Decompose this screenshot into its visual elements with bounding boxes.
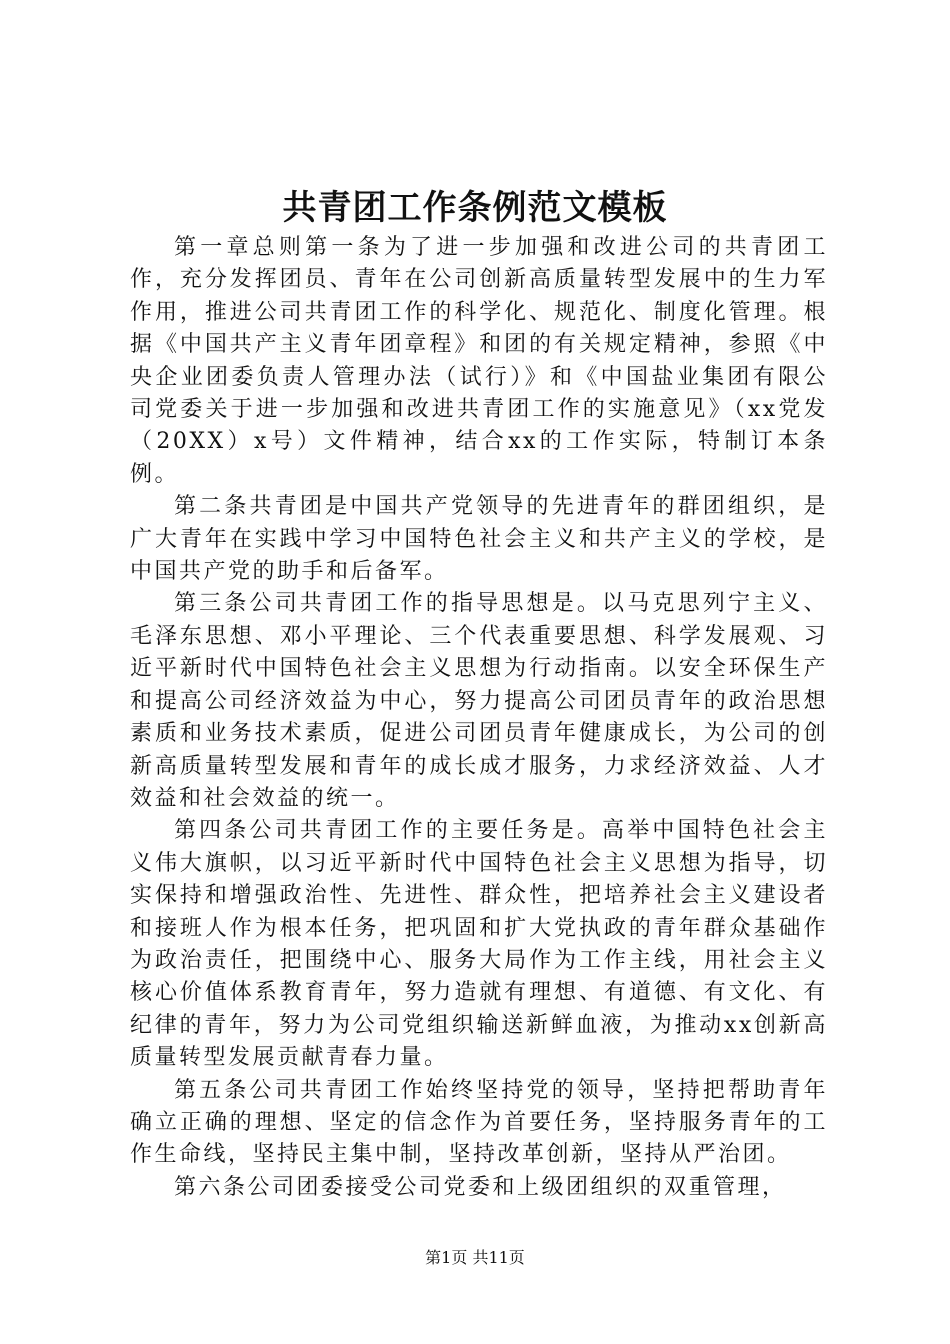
paragraph-article-1: 第一章总则第一条为了进一步加强和改进公司的共青团工作，充分发挥团员、青年在公司创新高质量转型发展中的生力军作用，推进公司共青团工作的科学化、规范化、制度化管理。根据《中国共产主义青年团章程》和团的有关规定精神，参照《中央企业团委负责人管理办法（试行）》和《中国盐业集团有限公司党委关于进一步加强和改进共青团工作的实施意见》（xx党发（20XX）x号）文件精神，结合xx的工作实际，特制订本条例。 xyxy=(130,235,828,487)
paragraph-article-5: 第五条公司共青团工作始终坚持党的领导，坚持把帮助青年确立正确的理想、坚定的信念作为首要任务，坚持服务青年的工作生命线，坚持民主集中制，坚持改革创新，坚持从严治团。 xyxy=(130,1077,828,1168)
paragraph-article-4: 第四条公司共青团工作的主要任务是。高举中国特色社会主义伟大旗帜，以习近平新时代中国特色社会主义思想为指导，切实保持和增强政治性、先进性、群众性，把培养社会主义建设者和接班人作为根本任务，把巩固和扩大党执政的青年群众基础作为政治责任，把围绕中心、服务大局作为工作主线，用社会主义核心价值体系教育青年，努力造就有理想、有道德、有文化、有纪律的青年，努力为公司党组织输送新鲜血液，为推动xx创新高质量转型发展贡献青春力量。 xyxy=(130,818,828,1071)
paragraph-article-3: 第三条公司共青团工作的指导思想是。以马克思列宁主义、毛泽东思想、邓小平理论、三个代表重要思想、科学发展观、习近平新时代中国特色社会主义思想为行动指南。以安全环保生产和提高公司经济效益为中心，努力提高公司团员青年的政治思想素质和业务技术素质，促进公司团员青年健康成长，为公司的创新高质量转型发展和青年的成长成才服务，力求经济效益、人才效益和社会效益的统一。 xyxy=(130,591,828,811)
paragraph-article-2: 第二条共青团是中国共产党领导的先进青年的群团组织，是广大青年在实践中学习中国特色社会主义和共产主义的学校，是中国共产党的助手和后备军。 xyxy=(130,494,828,585)
page-number-footer: 第1页 共11页 xyxy=(425,1248,525,1267)
document-body xyxy=(130,232,828,1204)
paragraph-article-6: 第六条公司团委接受公司党委和上级团组织的双重管理， xyxy=(174,1174,787,1200)
document-title: 共青团工作条例范文模板 xyxy=(282,188,668,228)
